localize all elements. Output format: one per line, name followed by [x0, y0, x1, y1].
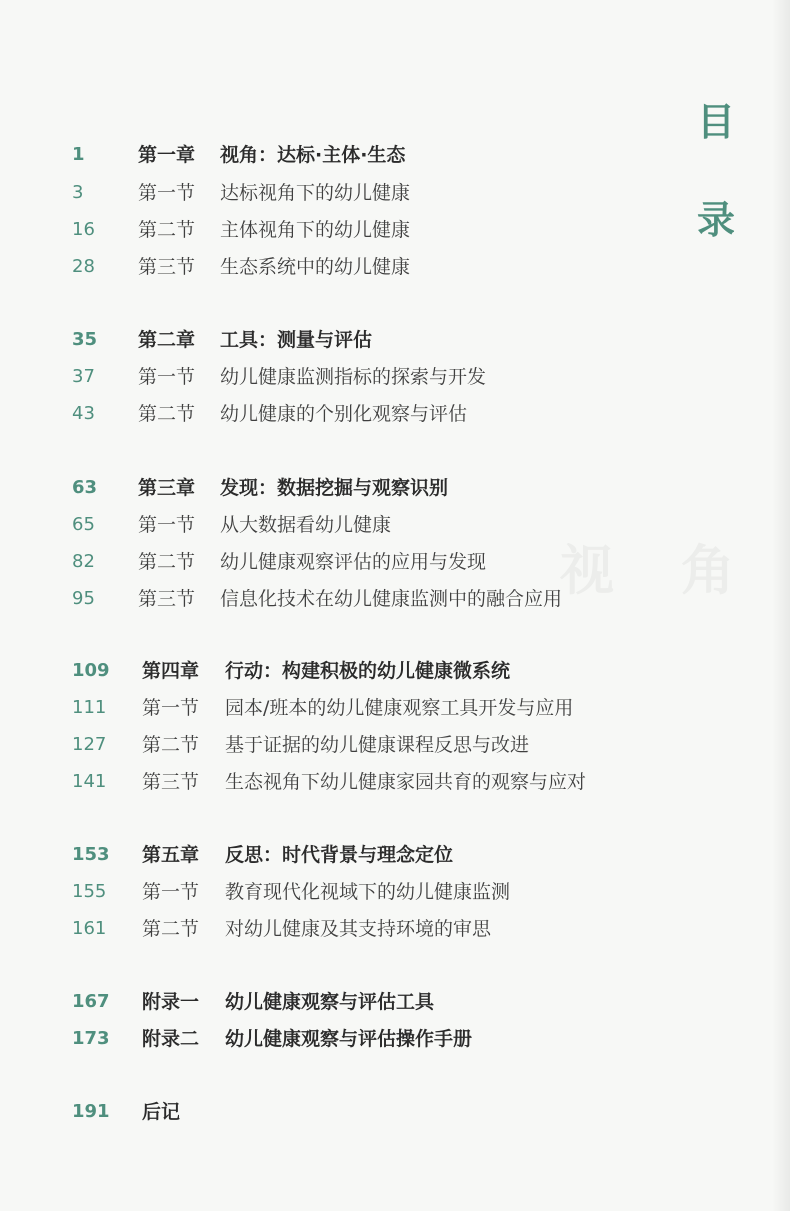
toc-heading-char-1: 目: [696, 100, 735, 144]
toc-entry-title: 从大数据看幼儿健康: [220, 514, 392, 536]
toc-page-number: 167: [72, 991, 110, 1012]
toc-entry-label: 第二节: [138, 403, 196, 425]
toc-entry-title: 达标视角下的幼儿健康: [220, 182, 411, 204]
toc-entry-label: 第二章: [138, 329, 196, 351]
toc-entry-title: 对幼儿健康及其支持环境的审思: [225, 918, 492, 940]
toc-entry-title: 生态视角下幼儿健康家园共育的观察与应对: [225, 771, 587, 793]
toc-entry-label: 附录二: [142, 1028, 200, 1050]
toc-page-number: 65: [72, 514, 95, 535]
toc-entry-title: 基于证据的幼儿健康课程反思与改进: [225, 734, 530, 756]
toc-entry-label: 第一节: [142, 697, 200, 719]
toc-entry-label: 第二节: [138, 551, 196, 573]
toc-entry-title: 幼儿健康观察与评估操作手册: [225, 1028, 473, 1050]
toc-page-number: 155: [72, 881, 107, 902]
toc-entry-title: 信息化技术在幼儿健康监测中的融合应用: [220, 588, 563, 610]
toc-entry-label: 第一章: [138, 144, 196, 166]
toc-page-number: 141: [72, 771, 107, 792]
toc-page-number: 109: [72, 660, 110, 681]
toc-page-number: 127: [72, 734, 107, 755]
toc-page-number: 95: [72, 588, 95, 609]
toc-page-number: 173: [72, 1028, 110, 1049]
toc-page-number: 35: [72, 329, 98, 350]
toc-entry-title: 教育现代化视域下的幼儿健康监测: [225, 881, 511, 903]
toc-entry-label: 后记: [142, 1101, 181, 1123]
toc-page-number: 3: [72, 182, 84, 203]
faint-background-watermark: [560, 528, 759, 605]
toc-entry-title: 主体视角下的幼儿健康: [220, 219, 411, 241]
toc-page-number: 1: [72, 144, 85, 165]
toc-page-number: 82: [72, 551, 95, 572]
toc-entry-label: 第三节: [138, 588, 196, 610]
toc-entry-title: 视角：达标·主体·生态: [220, 144, 406, 166]
toc-entry-title: 幼儿健康的个别化观察与评估: [220, 403, 468, 425]
toc-entry-title: 行动：构建积极的幼儿健康微系统: [225, 660, 511, 682]
toc-entry-label: 第一节: [138, 366, 196, 388]
toc-entry-label: 第二节: [142, 734, 200, 756]
toc-page-number: 161: [72, 918, 107, 939]
toc-entry-title: 工具：测量与评估: [220, 329, 373, 351]
page-edge-shadow: [772, 0, 790, 1211]
toc-entry-label: 第二节: [138, 219, 196, 241]
toc-page-number: 28: [72, 256, 95, 277]
toc-entry-title: 园本/班本的幼儿健康观察工具开发与应用: [225, 697, 574, 719]
toc-entry-label: 附录一: [142, 991, 200, 1013]
toc-page-number: 16: [72, 219, 95, 240]
toc-entry-title: 反思：时代背景与理念定位: [225, 844, 454, 866]
toc-entry-title: 幼儿健康观察与评估工具: [225, 991, 435, 1013]
toc-entry-label: 第二节: [142, 918, 200, 940]
toc-page-number: 63: [72, 477, 98, 498]
toc-entry-label: 第三节: [138, 256, 196, 278]
toc-entry-label: 第五章: [142, 844, 200, 866]
toc-entry-label: 第三章: [138, 477, 196, 499]
toc-page-number: 111: [72, 697, 107, 718]
toc-heading-char-2: 录: [696, 198, 735, 242]
toc-page-number: 191: [72, 1101, 110, 1122]
toc-page-number: 43: [72, 403, 95, 424]
toc-entry-label: 第一节: [142, 881, 200, 903]
toc-page-number: 37: [72, 366, 95, 387]
toc-entry-label: 第一节: [138, 514, 196, 536]
toc-entry-title: 幼儿健康监测指标的探索与开发: [220, 366, 487, 388]
toc-page-number: 153: [72, 844, 110, 865]
toc-entry-label: 第三节: [142, 771, 200, 793]
toc-entry-label: 第四章: [142, 660, 200, 682]
toc-entry-label: 第一节: [138, 182, 196, 204]
toc-entry-title: 幼儿健康观察评估的应用与发现: [220, 551, 487, 573]
toc-entry-title: 生态系统中的幼儿健康: [220, 256, 411, 278]
toc-entry-title: 发现：数据挖掘与观察识别: [220, 477, 449, 499]
